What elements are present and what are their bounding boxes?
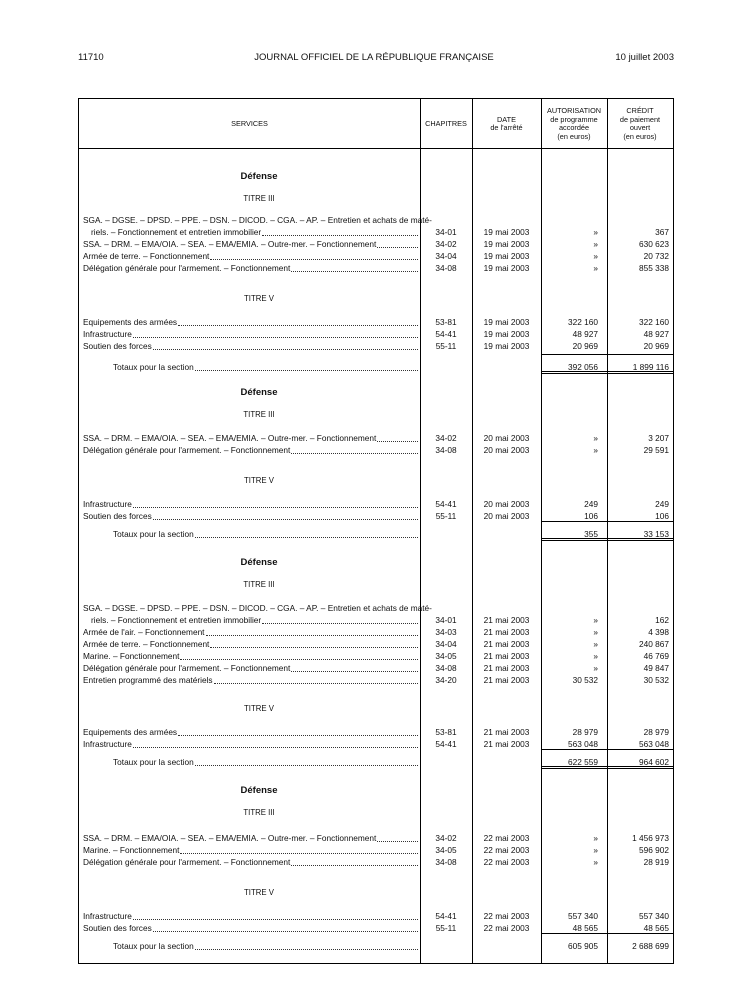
service-text: Infrastructure xyxy=(83,329,132,339)
section-rule xyxy=(541,766,673,767)
section-heading: Défense xyxy=(240,171,278,182)
dot-leader xyxy=(291,445,418,454)
date-header-line: DATE xyxy=(497,114,516,124)
titre-label: TITRE V xyxy=(244,476,274,485)
service-text: Totaux pour la section xyxy=(113,757,194,767)
credit-cell: 1 456 973 xyxy=(632,833,669,843)
chapitre-cell: 34-02 xyxy=(435,239,457,249)
service-text: SSA. – DRM. – EMA/OIA. – SEA. – EMA/EMIA. – Outre-mer. – Fonctionnement xyxy=(83,833,377,843)
header-rule xyxy=(79,148,673,149)
service-label xyxy=(83,239,418,250)
titre-label: TITRE III xyxy=(243,194,275,203)
credit-cell: 20 969 xyxy=(643,341,669,351)
credit-cell: 367 xyxy=(655,227,669,237)
date-cell: 20 mai 2003 xyxy=(483,499,530,509)
credit-cell: 3 207 xyxy=(648,433,669,443)
dot-leader xyxy=(214,675,418,684)
date-cell: 19 mai 2003 xyxy=(483,251,530,261)
date-cell: 19 mai 2003 xyxy=(483,263,530,273)
section-heading: Défense xyxy=(240,785,278,796)
credits-table xyxy=(78,98,674,964)
autorisation-cell: 557 340 xyxy=(568,911,598,921)
service-text: Marine. – Fonctionnement xyxy=(83,651,180,661)
chapitre-cell: 34-01 xyxy=(435,615,457,625)
autorisation-cell: » xyxy=(593,833,598,843)
autorisation-cell: » xyxy=(593,857,598,867)
service-label xyxy=(83,341,418,352)
services-column-header: SERVICES xyxy=(231,118,268,128)
service-text: riels. – Fonctionnement et entretien immobilier xyxy=(91,615,262,625)
autorisation-cell: 28 979 xyxy=(572,727,598,737)
issue-date: 10 juillet 2003 xyxy=(615,52,674,63)
service-label xyxy=(83,727,418,738)
chapitre-cell: 34-05 xyxy=(435,651,457,661)
dot-leader xyxy=(377,833,418,842)
credit-cell: 240 867 xyxy=(639,639,669,649)
autorisation-cell: » xyxy=(593,445,598,455)
autorisation-cell: » xyxy=(593,627,598,637)
section-rule xyxy=(541,540,673,541)
dot-leader xyxy=(133,329,418,338)
service-label xyxy=(83,923,418,934)
credit-cell: 249 xyxy=(655,499,669,509)
service-label xyxy=(113,757,418,768)
section-heading: Défense xyxy=(240,557,278,568)
total-credit: 33 153 xyxy=(643,529,669,539)
dot-leader xyxy=(195,941,418,950)
service-label xyxy=(83,675,418,686)
service-text: Armée de terre. – Fonctionnement xyxy=(83,639,210,649)
service-text: Equipements des armées xyxy=(83,317,178,327)
chapitre-cell: 53-81 xyxy=(435,727,457,737)
service-text: Délégation générale pour l'armement. – Fonctionnement xyxy=(83,263,291,273)
date-cell: 19 mai 2003 xyxy=(483,239,530,249)
autorisation-cell: » xyxy=(593,239,598,249)
chapitre-cell: 34-03 xyxy=(435,627,457,637)
section-rule xyxy=(541,538,673,539)
autorisation-column-header xyxy=(541,103,607,145)
service-label xyxy=(83,833,418,844)
page-number: 11710 xyxy=(78,52,104,63)
credit-header-line: ouvert xyxy=(629,123,651,132)
titre-label: TITRE V xyxy=(244,704,274,713)
date-cell: 19 mai 2003 xyxy=(483,329,530,339)
autorisation-cell: 249 xyxy=(584,499,598,509)
credit-header-line: de paiement xyxy=(619,114,661,124)
total-credit: 964 602 xyxy=(639,757,669,767)
dot-leader xyxy=(377,433,418,442)
autorisation-cell: » xyxy=(593,651,598,661)
chapitre-cell: 54-41 xyxy=(435,911,457,921)
date-cell: 21 mai 2003 xyxy=(483,651,530,661)
service-text: Entretien programmé des matériels xyxy=(83,675,213,685)
credit-cell: 28 919 xyxy=(643,857,669,867)
dot-leader xyxy=(195,529,418,538)
dot-leader xyxy=(153,511,418,520)
autorisation-cell: » xyxy=(593,845,598,855)
date-cell: 21 mai 2003 xyxy=(483,739,530,749)
date-cell: 22 mai 2003 xyxy=(483,857,530,867)
chapitre-cell: 34-05 xyxy=(435,845,457,855)
dot-leader xyxy=(178,727,418,736)
service-text: Infrastructure xyxy=(83,499,132,509)
subtotal-rule xyxy=(541,354,673,355)
autorisation-cell: » xyxy=(593,663,598,673)
total-autorisation: 605 905 xyxy=(568,941,598,951)
credit-cell: 49 847 xyxy=(643,663,669,673)
service-label xyxy=(83,651,418,662)
date-cell: 22 mai 2003 xyxy=(483,923,530,933)
autorisation-cell: » xyxy=(593,227,598,237)
dot-leader xyxy=(262,615,418,624)
chapitre-cell: 55-11 xyxy=(435,923,457,933)
service-text: Soutien des forces xyxy=(83,511,152,521)
service-text: Infrastructure xyxy=(83,911,132,921)
chapitre-cell: 55-11 xyxy=(435,341,457,351)
service-label xyxy=(113,362,418,373)
date-column-header xyxy=(472,103,541,145)
credit-column-header xyxy=(607,103,673,145)
date-cell: 20 mai 2003 xyxy=(483,433,530,443)
chapitre-cell: 54-41 xyxy=(435,329,457,339)
credit-cell: 563 048 xyxy=(639,739,669,749)
chapitre-cell: 54-41 xyxy=(435,739,457,749)
autorisation-cell: » xyxy=(593,639,598,649)
service-label xyxy=(83,317,418,328)
service-label xyxy=(83,329,418,340)
service-label xyxy=(91,227,418,238)
credit-cell: 28 979 xyxy=(643,727,669,737)
autorisation-cell: 322 160 xyxy=(568,317,598,327)
total-autorisation: 622 559 xyxy=(568,757,598,767)
service-text: Totaux pour la section xyxy=(113,529,194,539)
total-autorisation: 355 xyxy=(584,529,598,539)
titre-label: TITRE III xyxy=(243,580,275,589)
dot-leader xyxy=(180,845,418,854)
chapitre-cell: 34-04 xyxy=(435,251,457,261)
titre-label: TITRE III xyxy=(243,808,275,817)
section-rule xyxy=(541,768,673,769)
dot-leader xyxy=(210,639,418,648)
autorisation-cell: » xyxy=(593,615,598,625)
autorisation-cell: 30 532 xyxy=(572,675,598,685)
credit-cell: 162 xyxy=(655,615,669,625)
chapitre-cell: 34-08 xyxy=(435,857,457,867)
dot-leader xyxy=(291,263,418,272)
dot-leader xyxy=(133,499,418,508)
date-cell: 22 mai 2003 xyxy=(483,911,530,921)
service-label xyxy=(83,639,418,650)
credit-cell: 855 338 xyxy=(639,263,669,273)
date-cell: 20 mai 2003 xyxy=(483,445,530,455)
autorisation-header-line: AUTORISATION xyxy=(546,106,602,115)
titre-label: TITRE III xyxy=(243,410,275,419)
autorisation-header-line: (en euros) xyxy=(557,131,591,141)
credit-cell: 29 591 xyxy=(643,445,669,455)
chapitre-cell: 54-41 xyxy=(435,499,457,509)
service-text: Armée de terre. – Fonctionnement xyxy=(83,251,210,261)
chapitre-cell: 34-02 xyxy=(435,433,457,443)
service-text: Délégation générale pour l'armement. – Fonctionnement xyxy=(83,663,291,673)
total-credit: 1 899 116 xyxy=(632,362,669,372)
autorisation-cell: 20 969 xyxy=(572,341,598,351)
journal-title: JOURNAL OFFICIEL DE LA RÉPUBLIQUE FRANÇAISE xyxy=(254,52,494,63)
service-text: SSA. – DRM. – EMA/OIA. – SEA. – EMA/EMIA. – Outre-mer. – Fonctionnement xyxy=(83,433,377,443)
service-label xyxy=(83,511,418,522)
date-cell: 21 mai 2003 xyxy=(483,639,530,649)
service-text: Marine. – Fonctionnement xyxy=(83,845,180,855)
date-cell: 22 mai 2003 xyxy=(483,845,530,855)
service-label xyxy=(83,433,418,444)
service-text: Délégation générale pour l'armement. – Fonctionnement xyxy=(83,857,291,867)
date-cell: 20 mai 2003 xyxy=(483,511,530,521)
service-label xyxy=(83,499,418,510)
service-text: Infrastructure xyxy=(83,739,132,749)
dot-leader xyxy=(195,757,418,766)
dot-leader xyxy=(291,663,418,672)
credit-cell: 630 623 xyxy=(639,239,669,249)
date-cell: 19 mai 2003 xyxy=(483,341,530,351)
service-label xyxy=(113,529,418,540)
date-cell: 21 mai 2003 xyxy=(483,663,530,673)
service-label-line: SGA. – DGSE. – DPSD. – PPE. – DSN. – DICOD. – CGA. – AP. – Entretien et achats de maté- xyxy=(83,603,432,613)
dot-leader xyxy=(206,627,419,636)
service-label xyxy=(91,615,418,626)
autorisation-cell: 48 565 xyxy=(572,923,598,933)
date-cell: 22 mai 2003 xyxy=(483,833,530,843)
service-text: Equipements des armées xyxy=(83,727,178,737)
total-autorisation: 392 056 xyxy=(568,362,598,372)
date-header-line: de l'arrêté xyxy=(490,123,523,132)
date-cell: 21 mai 2003 xyxy=(483,627,530,637)
chapitre-cell: 53-81 xyxy=(435,317,457,327)
service-label xyxy=(83,445,418,456)
total-credit: 2 688 699 xyxy=(632,941,669,951)
service-label xyxy=(83,911,418,922)
credit-cell: 20 732 xyxy=(643,251,669,261)
chapitres-column-header: CHAPITRES xyxy=(425,118,467,128)
service-text: Délégation générale pour l'armement. – Fonctionnement xyxy=(83,445,291,455)
subtotal-rule xyxy=(541,749,673,750)
section-heading: Défense xyxy=(240,387,278,398)
dot-leader xyxy=(195,362,418,371)
date-cell: 21 mai 2003 xyxy=(483,727,530,737)
credit-cell: 4 398 xyxy=(648,627,669,637)
service-text: Totaux pour la section xyxy=(113,362,194,372)
dot-leader xyxy=(133,739,418,748)
credit-cell: 30 532 xyxy=(643,675,669,685)
dot-leader xyxy=(377,239,418,248)
dot-leader xyxy=(262,227,418,236)
autorisation-header-line: de programme xyxy=(550,114,598,124)
autorisation-cell: 563 048 xyxy=(568,739,598,749)
service-label xyxy=(83,857,418,868)
date-cell: 21 mai 2003 xyxy=(483,675,530,685)
date-cell: 19 mai 2003 xyxy=(483,317,530,327)
autorisation-cell: » xyxy=(593,263,598,273)
credit-cell: 46 769 xyxy=(643,651,669,661)
chapitre-cell: 34-04 xyxy=(435,639,457,649)
chapitre-cell: 34-02 xyxy=(435,833,457,843)
dot-leader xyxy=(180,651,418,660)
section-rule xyxy=(541,373,673,374)
service-label xyxy=(83,263,418,274)
credit-cell: 322 160 xyxy=(639,317,669,327)
autorisation-cell: » xyxy=(593,251,598,261)
titre-label: TITRE V xyxy=(244,888,274,897)
titre-label: TITRE V xyxy=(244,294,274,303)
autorisation-cell: » xyxy=(593,433,598,443)
dot-leader xyxy=(133,911,418,920)
date-cell: 21 mai 2003 xyxy=(483,615,530,625)
service-text: Armée de l'air. – Fonctionnement xyxy=(83,627,205,637)
autorisation-cell: 106 xyxy=(584,511,598,521)
autorisation-header-line: accordée xyxy=(558,123,590,132)
service-label xyxy=(113,941,418,952)
service-text: riels. – Fonctionnement et entretien immobilier xyxy=(91,227,262,237)
section-rule xyxy=(541,371,673,372)
service-label xyxy=(83,251,418,262)
subtotal-rule xyxy=(541,933,673,934)
service-text: Soutien des forces xyxy=(83,923,152,933)
dot-leader xyxy=(153,341,418,350)
credit-cell: 48 927 xyxy=(643,329,669,339)
credit-cell: 557 340 xyxy=(639,911,669,921)
dot-leader xyxy=(153,923,418,932)
credit-header-line: CRÉDIT xyxy=(626,106,654,115)
chapitre-cell: 34-08 xyxy=(435,445,457,455)
subtotal-rule xyxy=(541,521,673,522)
credit-cell: 106 xyxy=(655,511,669,521)
service-label xyxy=(83,627,418,638)
chapitre-cell: 34-20 xyxy=(435,675,457,685)
service-text: SSA. – DRM. – EMA/OIA. – SEA. – EMA/EMIA. – Outre-mer. – Fonctionnement xyxy=(83,239,377,249)
credit-header-line: (en euros) xyxy=(623,131,657,141)
chapitre-cell: 34-01 xyxy=(435,227,457,237)
service-text: Soutien des forces xyxy=(83,341,152,351)
autorisation-cell: 48 927 xyxy=(572,329,598,339)
chapitre-cell: 34-08 xyxy=(435,263,457,273)
service-label-line: SGA. – DGSE. – DPSD. – PPE. – DSN. – DICOD. – CGA. – AP. – Entretien et achats de maté- xyxy=(83,215,432,225)
service-label xyxy=(83,663,418,674)
credit-cell: 48 565 xyxy=(643,923,669,933)
dot-leader xyxy=(210,251,418,260)
service-label xyxy=(83,739,418,750)
credit-cell: 596 902 xyxy=(639,845,669,855)
date-cell: 19 mai 2003 xyxy=(483,227,530,237)
dot-leader xyxy=(178,317,418,326)
service-label xyxy=(83,845,418,856)
chapitre-cell: 34-08 xyxy=(435,663,457,673)
dot-leader xyxy=(291,857,418,866)
service-text: Totaux pour la section xyxy=(113,941,194,951)
chapitre-cell: 55-11 xyxy=(435,511,457,521)
